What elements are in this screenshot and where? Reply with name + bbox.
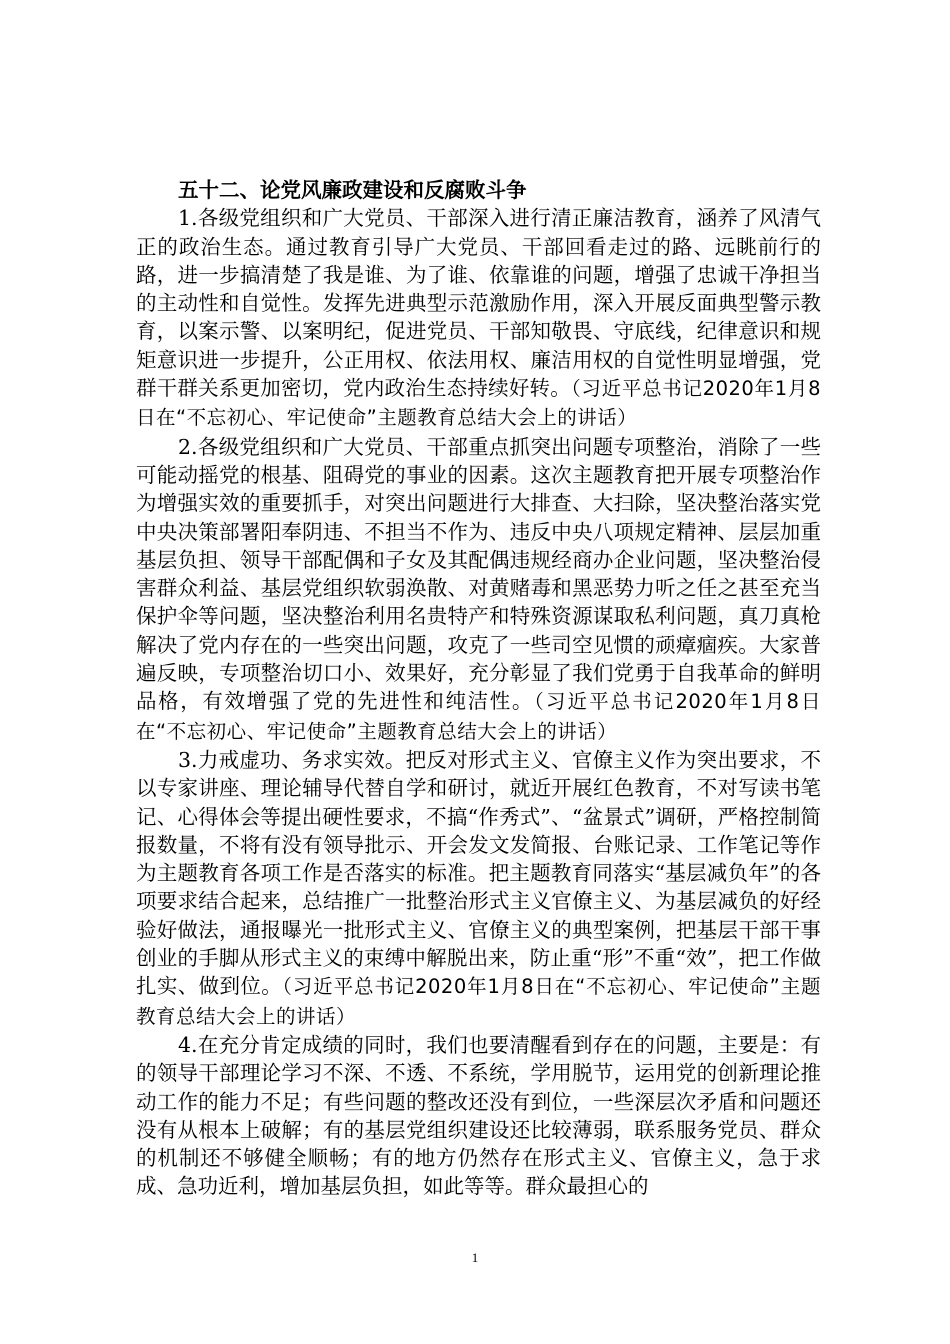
paragraph-text: 1.各级党组织和广大党员、干部深入进行清正廉洁教育，涵养了风清气正的政治生态。通过教育引导广大党员、干部回看走过的路、远眺前行的路，进一步搞清楚了我是谁、为了谁、依靠谁的问题，增强了忠诚干净担当的主动性和自觉性。发挥先进典型示范激励作用，深入开展反面典型警示教育，以案示警、以案明纪，促进党员、干部知敬畏、守底线，纪律意识和规矩意识进一步提升，公正用权、依法用权、廉洁用权的自觉性明显增强，党群干群关系更加密切，党内政治生态持续好转。 xyxy=(136,206,821,401)
paragraph-source: （习近平总书记2020年1月8日在“不忘初心、牢记使命”主题教育总结大会上的讲话） xyxy=(136,975,821,1028)
paragraph-3 xyxy=(136,746,821,1031)
paragraph-4 xyxy=(136,1031,821,1202)
document-body xyxy=(136,176,821,1202)
paragraph-text: 2.各级党组织和广大党员、干部重点抓突出问题专项整治，消除了一些可能动摇党的根基、阻碍党的事业的因素。这次主题教育把开展专项整治作为增强实效的重要抓手，对突出问题进行大排查、大扫除，坚决整治落实党中央决策部署阳奉阴违、不担当不作为、违反中央八项规定精神、层层加重基层负担、领导干部配偶和子女及其配偶违规经商办企业问题，坚决整治侵害群众利益、基层党组织软弱涣散、对黄赌毒和黑恶势力听之任之甚至充当保护伞等问题，坚决整治利用名贵特产和特殊资源谋取私利问题，真刀真枪解决了党内存在的一些突出问题，攻克了一些司空见惯的顽瘴痼疾。大家普遍反映，专项整治切口小、效果好，充分彰显了我们党勇于自我革命的鲜明品格，有效增强了党的先进性和纯洁性。 xyxy=(136,434,821,714)
paragraph-text: 3.力戒虚功、务求实效。把反对形式主义、官僚主义作为突出要求，不以专家讲座、理论辅导代替自学和研讨，就近开展红色教育，不对写读书笔记、心得体会等提出硬性要求，不搞“作秀式”、“盆景式”调研，严格控制简报数量，不将有没有领导批示、开会发文发简报、台账记录、工作笔记等作为主题教育各项工作是否落实的标准。把主题教育同落实“基层减负年”的各项要求结合起来，总结推广一批整治形式主义官僚主义、为基层减负的好经验好做法，通报曝光一批形式主义、官僚主义的典型案例，把基层干部干事创业的手脚从形式主义的束缚中解脱出来，防止重“形”不重“效”，把工作做扎实、做到位。 xyxy=(136,747,821,999)
paragraph-2 xyxy=(136,433,821,746)
paragraph-source: （习近平总书记2020年1月8日在“不忘初心、牢记使命”主题教育总结大会上的讲话） xyxy=(136,690,821,743)
page-number: 1 xyxy=(471,1250,479,1265)
paragraph-source: （习近平总书记2020年1月8日在“不忘初心、牢记使命”主题教育总结大会上的讲话） xyxy=(136,377,821,430)
section-heading: 五十二、论党风廉政建设和反腐败斗争 xyxy=(178,178,527,202)
paragraph-1 xyxy=(136,204,821,432)
paragraph-text: 4.在充分肯定成绩的同时，我们也要清醒看到存在的问题，主要是：有的领导干部理论学习不深、不透、不系统，学用脱节，运用党的创新理论推动工作的能力不足；有些问题的整改还没有到位，一些深层次矛盾和问题还没有从根本上破解；有的基层党组织建设还比较薄弱，联系服务党员、群众的机制还不够健全顺畅；有的地方仍然存在形式主义、官僚主义，急于求成、急功近利，增加基层负担，如此等等。群众最担心的 xyxy=(136,1032,821,1199)
